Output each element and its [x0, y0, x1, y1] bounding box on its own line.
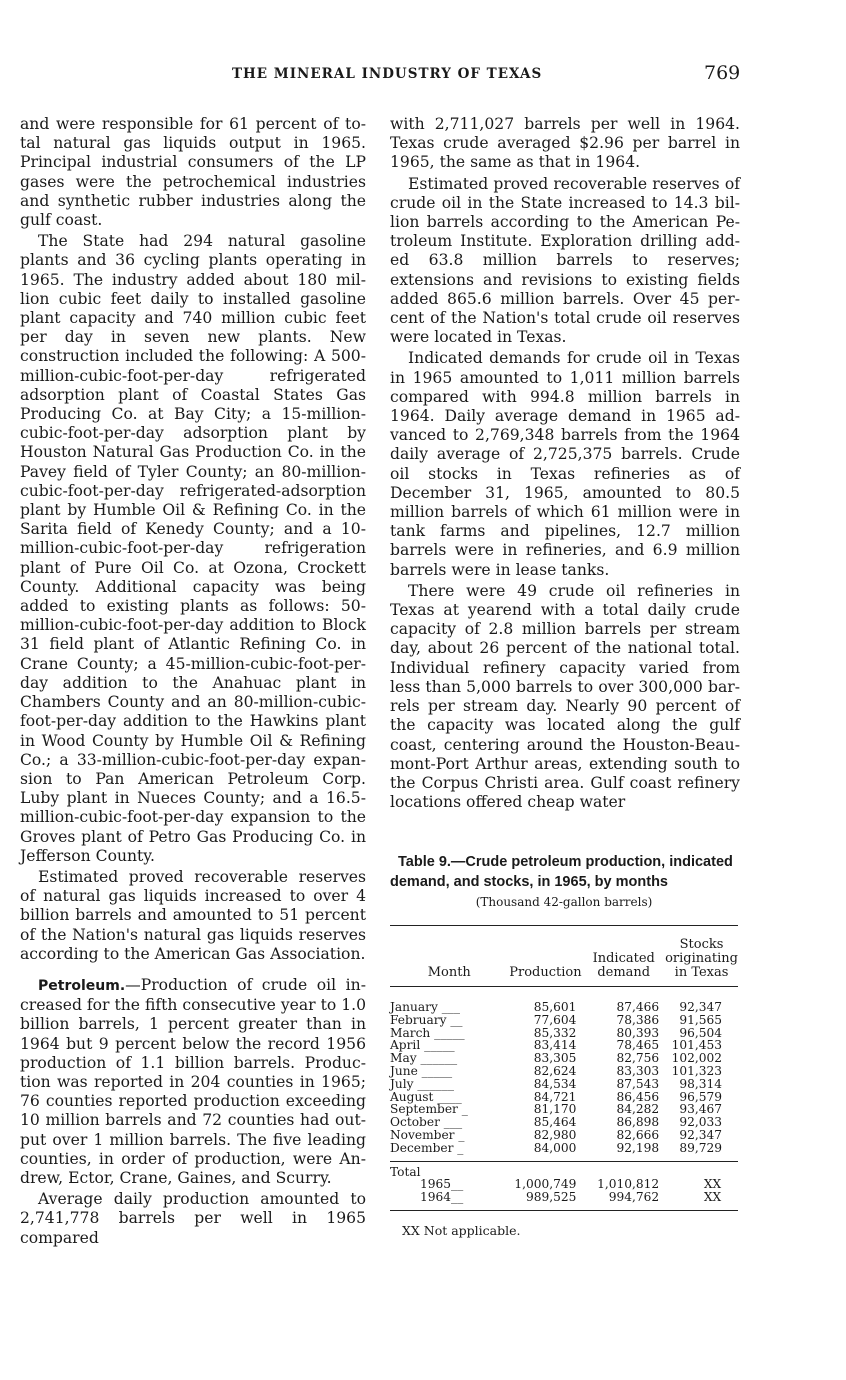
cell-stocks: 96,579: [679, 1089, 722, 1104]
cell-production: 81,170: [533, 1102, 577, 1117]
cell-demand: 82,756: [616, 1051, 660, 1066]
table-9: [390, 852, 738, 1238]
cell-month: July ______: [390, 1076, 454, 1091]
cell-demand: 1,010,812: [597, 1177, 660, 1192]
cell-production: 84,721: [533, 1089, 577, 1104]
cell-production: 83,414: [533, 1038, 577, 1053]
cell-demand: 87,543: [616, 1076, 660, 1091]
cell-production: 85,464: [533, 1115, 577, 1130]
left-column: [20, 115, 366, 1250]
cell-month: February __: [390, 1012, 463, 1027]
cell-production: 85,332: [533, 1025, 577, 1040]
table-total-label-row: [390, 1161, 738, 1178]
paragraph: Estimated proved recoverable reserves of natural gas liquids increased to over 4 billion barrels and amounted to 51 percent of the Nation's natural gas liquids reserves according to the American Gas Association.: [20, 867, 366, 963]
cell-demand: 82,666: [616, 1127, 660, 1142]
cell-stocks: 92,033: [679, 1115, 722, 1130]
page-header: [0, 62, 846, 88]
empty-cell: [582, 1161, 665, 1178]
cell-stocks: 89,729: [679, 1140, 722, 1155]
table-row: [390, 1065, 738, 1078]
cell-demand: 92,198: [616, 1140, 660, 1155]
paragraph: and were responsible for 61 percent of total natural gas liquids output in 1965. Principal industrial consumers of the LP gases were the petrochemical industries and synthetic rubber industries along the gulf coast.: [20, 115, 366, 230]
right-column: [390, 115, 740, 814]
table-footnote: XX Not applicable.: [402, 1222, 521, 1238]
page-number: 769: [704, 62, 741, 84]
empty-cell: [665, 1161, 738, 1178]
cell-month: March _____: [390, 1025, 465, 1040]
header-stocks-line1: Stocks: [679, 937, 724, 952]
table-row: [390, 1078, 738, 1091]
cell-month: September _: [390, 1102, 468, 1117]
cell-stocks: 102,002: [671, 1051, 722, 1066]
cell-production: 1,000,749: [514, 1177, 577, 1192]
cell-stocks: 101,323: [671, 1063, 722, 1078]
table-row: [390, 987, 738, 1014]
paragraph-text: —Production of crude oil increased for the fifth consecutive year to 1.0 billion barrels, 1 percent greater than in 1964 but 9 percent below the record 1956 production of 1.1 billion barrels. Production was reported in 204 counties in 1965; 76 counties reported production exceeding 10 million barrels and 72 counties had output over 1 million barrels. The five leading counties, in order of production, were Andrew, Ector, Crane, Gaines, and Scurry.: [20, 975, 366, 1187]
cell-month: December _: [390, 1140, 464, 1155]
data-table: [390, 926, 738, 1211]
table-row: [390, 1014, 738, 1027]
cell-month: May ______: [390, 1051, 458, 1066]
petroleum-section-paragraph: [20, 976, 366, 1188]
cell-demand: 78,386: [616, 1012, 660, 1027]
header-demand-line2: demand: [597, 965, 651, 980]
cell-production: 82,624: [533, 1063, 577, 1078]
paragraph: Estimated proved recoverable reserves of crude oil in the State increased to 14.3 billion barrels according to the American Petroleum Institute. Exploration drilling added 63.8 million barrels to reserves; extensions and revisions to existing fields added 865.6 million barrels. Over 45 percent of the Nation's total crude oil reserves were located in Texas.: [390, 174, 740, 347]
cell-stocks: 93,467: [679, 1102, 722, 1117]
cell-stocks: 96,504: [679, 1025, 722, 1040]
paragraph: Indicated demands for crude oil in Texas in 1965 amounted to 1,011 million barrels compared with 994.8 million barrels in 1964. Daily average demand in 1965 advanced to 2,769,348 barrels from the 1964 daily average of 2,725,375 barrels. Crude oil stocks in Texas refineries as of December 31, 1965, amounted to 80.5 million barrels of which 61 million were in tank farms and pipelines, 12.7 million barrels were in refineries, and 6.9 million barrels were in lease tanks.: [390, 349, 740, 579]
cell-demand: 83,303: [616, 1063, 660, 1078]
cell-demand: 994,762: [582, 1191, 665, 1210]
section-heading: Petroleum.: [38, 977, 126, 994]
empty-cell: [509, 1161, 583, 1178]
cell-month: June _____: [390, 1063, 453, 1078]
cell-month: April _____: [390, 1038, 455, 1053]
cell-total-label: Total: [390, 1161, 509, 1178]
cell-production: 83,305: [533, 1051, 577, 1066]
paragraph: Average daily production amounted to 2,741,778 barrels per well in 1965 compared: [20, 1190, 366, 1247]
cell-year: 1965__: [420, 1177, 464, 1192]
table-caption: Table 9.—Crude petroleum production, indicated demand, and stocks, in 1965, by months: [390, 854, 733, 890]
cell-demand: 78,465: [616, 1038, 660, 1053]
header-demand: [582, 926, 665, 987]
cell-stocks: 92,347: [679, 1127, 722, 1142]
cell-stocks: 92,347: [679, 1000, 722, 1014]
cell-month: November _: [390, 1127, 465, 1142]
cell-year: 1964__: [390, 1191, 509, 1210]
cell-month: August ____: [390, 1089, 462, 1104]
cell-production: 84,534: [533, 1076, 577, 1091]
cell-demand: 86,456: [616, 1089, 660, 1104]
table-total-row: [390, 1191, 738, 1210]
table-header-row: [390, 926, 738, 987]
cell-production: 77,604: [533, 1012, 577, 1027]
cell-production: 84,000: [533, 1140, 577, 1155]
header-demand-line1: Indicated: [592, 951, 655, 966]
cell-month: October ___: [390, 1115, 463, 1130]
cell-stocks: 101,453: [671, 1038, 722, 1053]
running-title: THE MINERAL INDUSTRY OF TEXAS: [232, 66, 543, 82]
paragraph: The State had 294 natural gasoline plants and 36 cycling plants operating in 1965. The industry added about 180 million cubic feet daily to installed gasoline plant capacity and 740 million cubic feet per day in seven new plants. New construction included the following: A 500-million-cubic-foot-per-day refrigerated adsorption plant of Coastal States Gas Producing Co. at Bay City; a 15-million-cubic-foot-per-day adsorption plant by Houston Natural Gas Production Co. in the Pavey field of Tyler County; an 80-million-cubic-foot-per-day refrigerated-adsorption plant by Humble Oil & Refining Co. in the Sarita field of Kenedy County; and a 10-million-cubic-foot-per-day refrigeration plant of Pure Oil Co. at Ozona, Crockett County. Additional capacity was being added to existing plants as follows: 50-million-cubic-foot-per-day addition to Block 31 field plant of Atlantic Refining Co. in Crane County; a 45-million-cubic-foot-per-day addition to the Anahuac plant in Chambers County and an 80-million-cubic-foot-per-day addition to the Hawkins plant in Wood County by Humble Oil & Refining Co.; a 33-million-cubic-foot-per-day expansion to Pan American Petroleum Corp. Luby plant in Nueces County; and a 16.5-million-cubic-foot-per-day expansion to the Groves plant of Petro Gas Producing Co. in Jefferson County.: [20, 232, 366, 865]
cell-production: 989,525: [509, 1191, 583, 1210]
cell-demand: 84,282: [616, 1102, 660, 1117]
cell-demand: 80,393: [616, 1025, 660, 1040]
cell-demand: 86,898: [616, 1115, 660, 1130]
header-month: Month: [390, 926, 509, 987]
cell-demand: 87,466: [616, 1000, 660, 1014]
cell-stocks: 91,565: [679, 1012, 722, 1027]
header-stocks: [665, 926, 738, 987]
header-stocks-line3: in Texas: [674, 965, 729, 980]
cell-stocks: XX: [665, 1191, 738, 1210]
cell-production: 82,980: [533, 1127, 577, 1142]
table-units: (Thousand 42-gallon barrels): [475, 895, 653, 909]
header-production: Production: [509, 926, 583, 987]
cell-stocks: XX: [703, 1177, 722, 1192]
paragraph: There were 49 crude oil refineries in Texas at yearend with a total daily crude capacity of 2.8 million barrels per stream day, about 26 percent of the national total. Individual refinery capacity varied from less than 5,000 barrels to over 300,000 barrels per stream day. Nearly 90 percent of the capacity was located along the gulf coast, centering around the Houston-Beaumont-Port Arthur areas, extending south to the Corpus Christi area. Gulf coast refinery locations offered cheap water: [390, 581, 740, 812]
cell-stocks: 98,314: [679, 1076, 722, 1091]
table-row: [390, 1129, 738, 1142]
cell-production: 85,601: [533, 1000, 577, 1014]
header-stocks-line2: originating: [665, 951, 738, 966]
table-row: [390, 1142, 738, 1161]
paragraph: with 2,711,027 barrels per well in 1964. Texas crude averaged $2.96 per barrel in 1965, the same as that in 1964.: [390, 115, 740, 172]
cell-month: January ___: [390, 1000, 460, 1014]
